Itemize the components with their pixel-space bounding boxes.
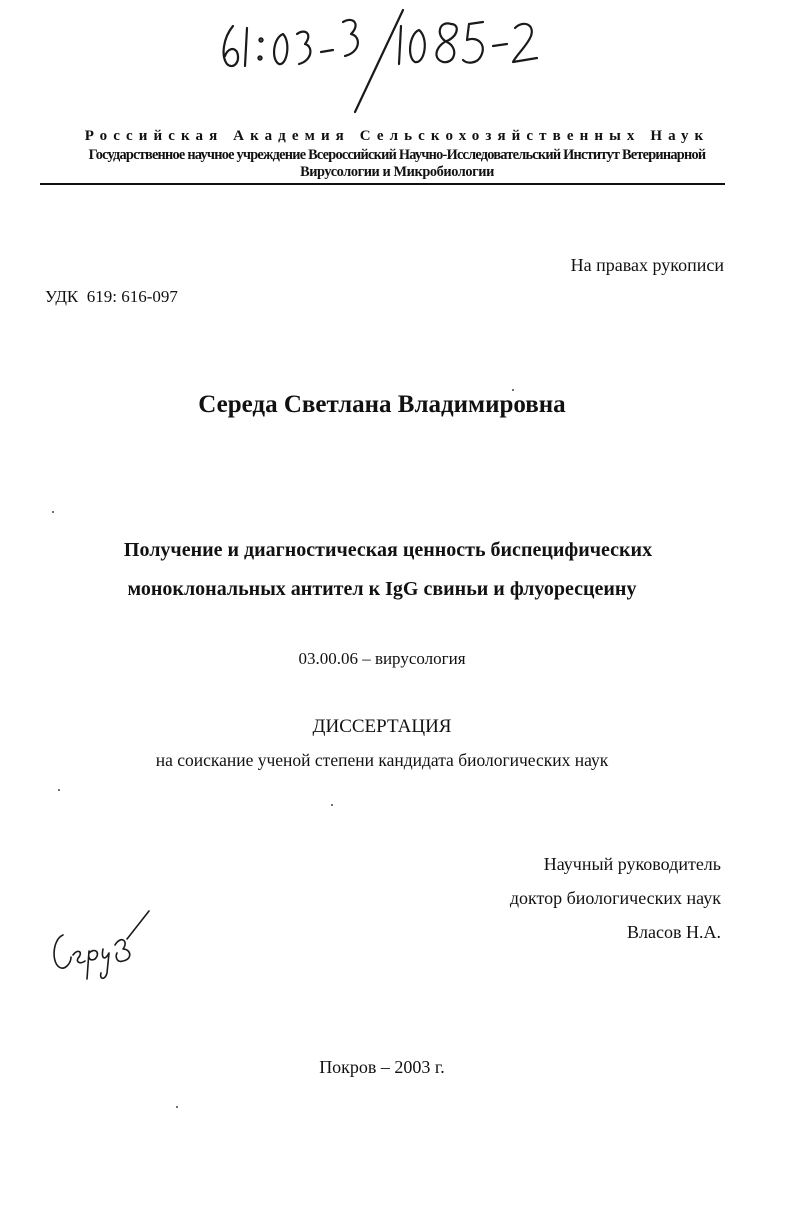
scan-speck — [512, 389, 514, 391]
scan-speck — [52, 511, 54, 513]
supervisor-role: Научный руководитель — [543, 854, 721, 874]
institution-name-line2: Вирусологии и Микробиологии — [300, 164, 494, 180]
scan-speck — [58, 789, 60, 791]
institution-name-line1: Государственное научное учреждение Всероссийский Научно-Исследовательский Институт Ветеринарной — [88, 147, 706, 163]
author-name: Середа Светлана Владимировна — [198, 391, 566, 418]
scan-speck — [331, 804, 333, 806]
place-and-year: Покров – 2003 г. — [319, 1057, 445, 1077]
specialty-code: 03.00.06 – вирусология — [298, 649, 466, 668]
manuscript-rights-note: На правах рукописи — [570, 255, 724, 275]
supervisor-degree: доктор биологических наук — [509, 888, 721, 908]
handwritten-signature — [45, 905, 155, 985]
svg-text:61:03-3/1085-2: 61:03-3/1085-2 — [215, 114, 222, 115]
degree-statement: на соискание ученой степени кандидата биологических наук — [155, 750, 609, 770]
academy-name: Российская Академия Сельскохозяйственных Наук — [84, 128, 710, 144]
scan-speck — [176, 1106, 178, 1108]
supervisor-name: Власов Н.А. — [627, 922, 721, 942]
udc-code: УДК 619: 616-097 — [45, 287, 178, 306]
dissertation-title-line2: моноклональных антител к IgG свиньи и флуоресцеину — [127, 578, 637, 600]
document-type: ДИССЕРТАЦИЯ — [312, 716, 452, 737]
handwritten-archive-number — [215, 2, 555, 117]
dissertation-title-line1: Получение и диагностическая ценность биспецифических — [123, 539, 653, 561]
header-divider — [40, 183, 725, 185]
